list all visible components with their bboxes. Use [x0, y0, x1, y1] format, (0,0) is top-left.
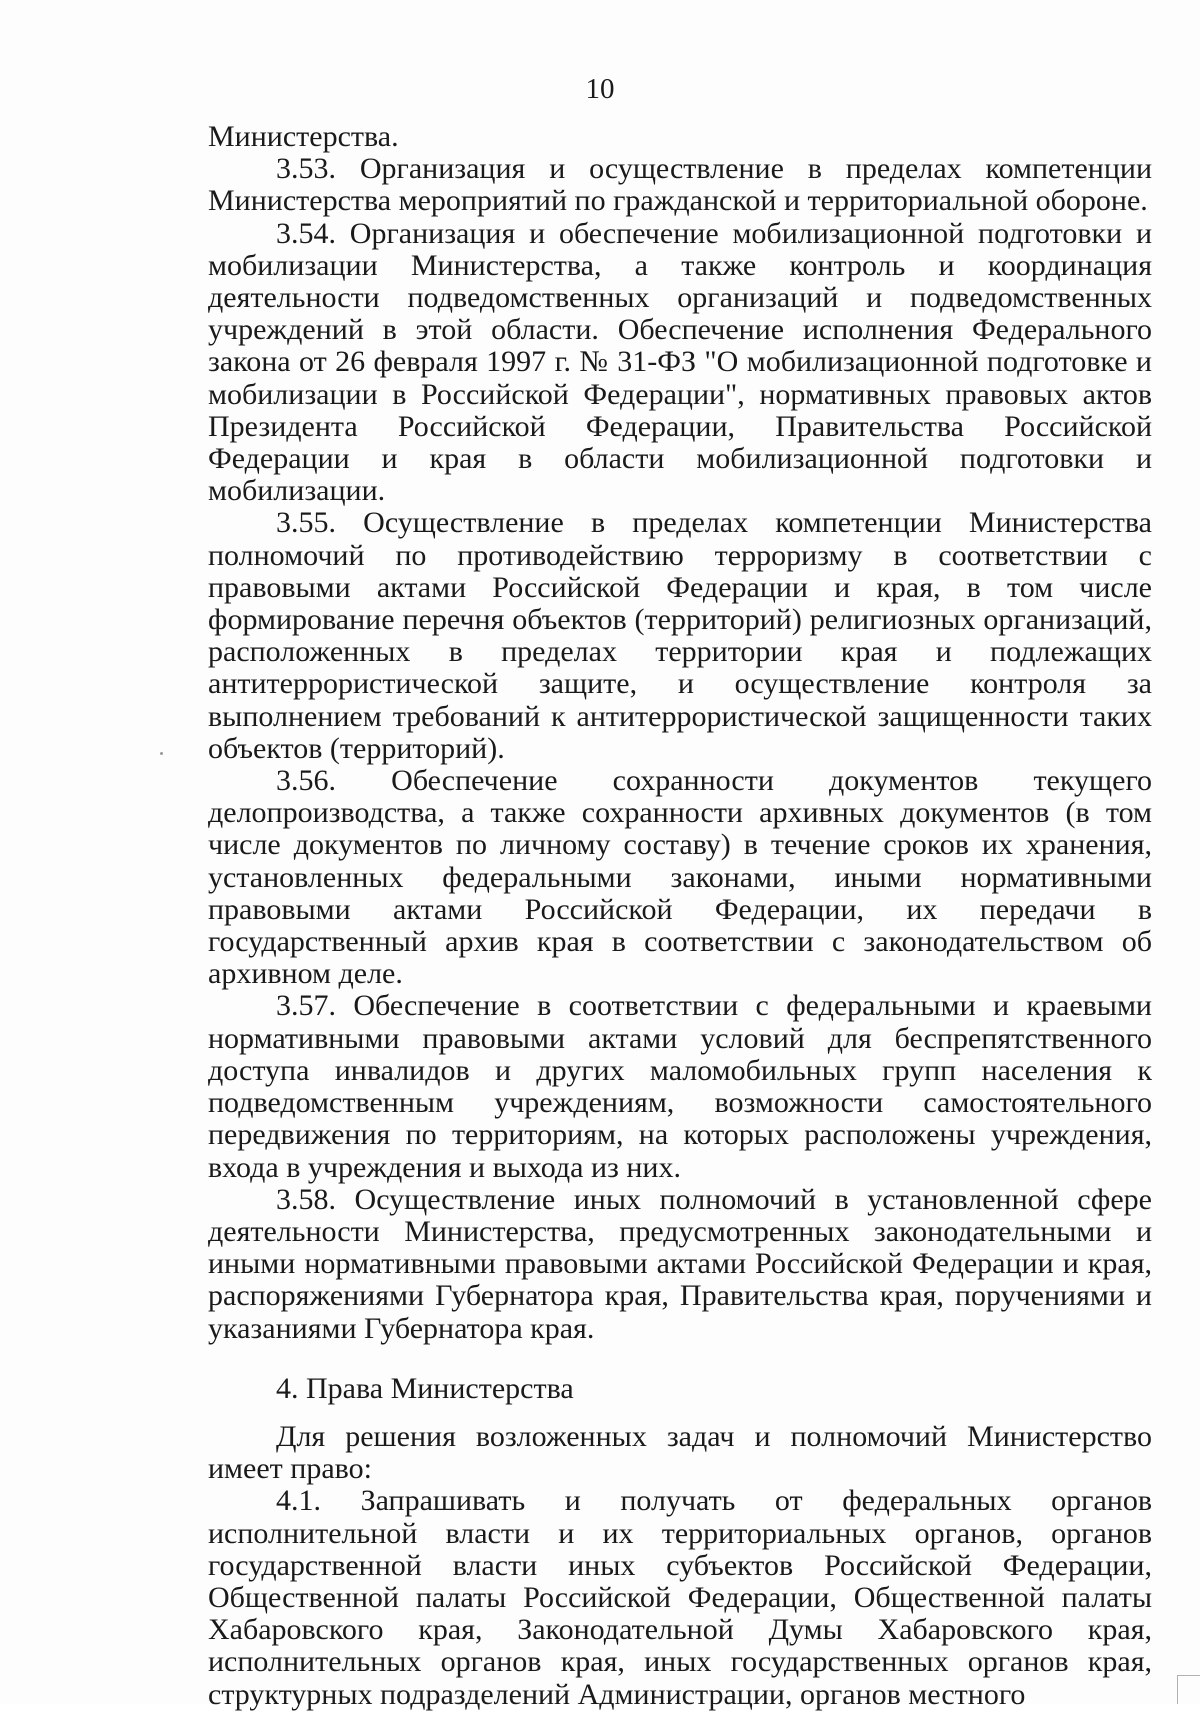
paragraph-3-56: 3.56. Обеспечение сохранности документов текущего делопроизводства, а также сохранности архивных документов (в том числе документов по личному составу) в течение сроков их хранения, установленных федеральными законами, иными нормативными правовыми актами Российской Федерации, их передачи в государственный архив края в соответствии с законодательством об архивном деле.: [208, 764, 1152, 991]
section-heading: 4. Права Министерства: [276, 1371, 574, 1405]
paragraph-3-58: 3.58. Осуществление иных полномочий в установленной сфере деятельности Министерства, предусмотренных законодательными и иными нормативными правовыми актами Российской Федерации и края, распоряжениями Губернатора края, Правительства края, поручениями и указаниями Губернатора края.: [208, 1182, 1152, 1345]
paragraph-3-57: 3.57. Обеспечение в соответствии с федеральными и краевыми нормативными правовыми актами условий для беспрепятственного доступа инвалидов и других маломобильных групп населения к подведомственным учреждениям, возможности самостоятельного передвижения по территориям, на которых расположены учреждения, входа в учреждения и выхода из них.: [208, 989, 1152, 1184]
scan-speck: [160, 752, 163, 755]
scan-corner-mark: [1177, 1675, 1200, 1704]
paragraph-3-53: 3.53. Организация и осуществление в пределах компетенции Министерства мероприятий по гражданской и территориальной обороне.: [208, 152, 1152, 218]
paragraph-continuation: Министерства.: [208, 120, 399, 153]
paragraph-3-55: 3.55. Осуществление в пределах компетенции Министерства полномочий по противодействию терроризму в соответствии с правовыми актами Российской Федерации и края, в том числе формирование перечня объектов (территорий) религиозных организаций, расположенных в пределах территории края и подлежащих антитеррористической защите, и осуществление контроля за выполнением требований к антитеррористической защищенности таких объектов (территорий).: [208, 506, 1152, 765]
page-number: 10: [585, 73, 615, 105]
document-body: [208, 121, 1152, 1711]
paragraph-3-54: 3.54. Организация и обеспечение мобилизационной подготовки и мобилизации Министерства, а также контроль и координация деятельности подведомственных организаций и подведомственных учреждений в этой области. Обеспечение исполнения Федерального закона от 26 февраля 1997 г. № 31-ФЗ "О мобилизационной подготовке и мобилизации в Российской Федерации", нормативных правовых актов Президента Российской Федерации, Правительства Российской Федерации и края в области мобилизационной подготовки и мобилизации.: [208, 216, 1152, 508]
paragraph-section-intro: Для решения возложенных задач и полномочий Министерство имеет право:: [208, 1419, 1152, 1486]
paragraph-4-1: 4.1. Запрашивать и получать от федеральных органов исполнительной власти и их территориальных органов, органов государственной власти иных субъектов Российской Федерации, Общественной палаты Российской Федерации, Общественной палаты Хабаровского края, Законодательной Думы Хабаровского края, исполнительных органов края, иных государственных органов края, структурных подразделений Администрации, органов местного: [208, 1484, 1152, 1711]
